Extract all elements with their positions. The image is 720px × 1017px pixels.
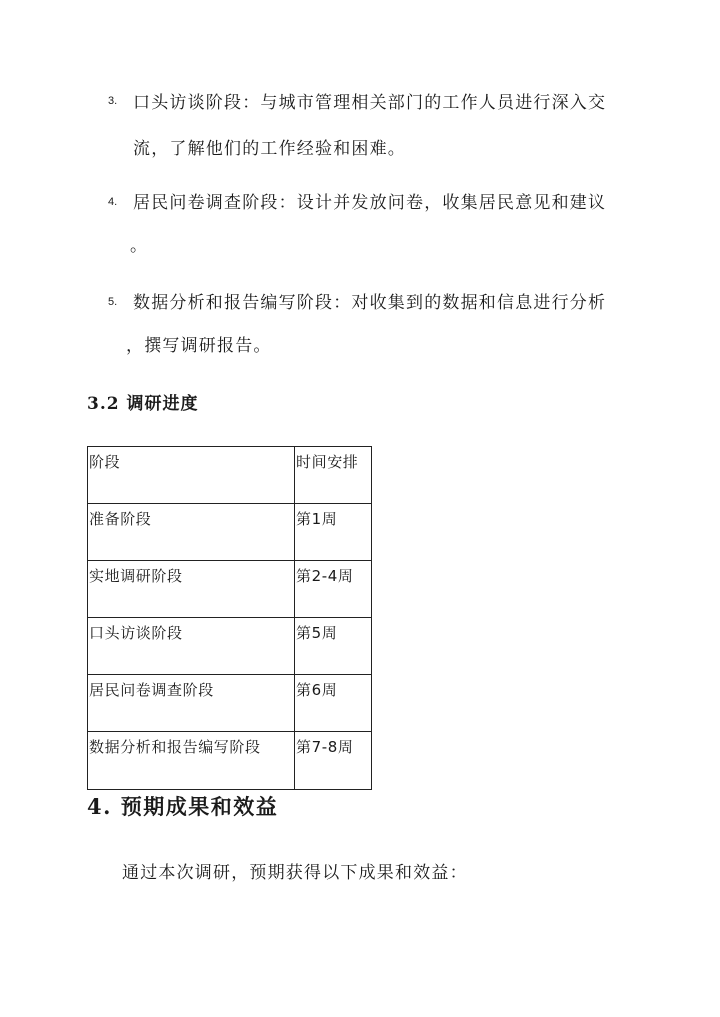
table-cell-stage: 数据分析和报告编写阶段	[88, 732, 295, 790]
list-item-3-line1: 口头访谈阶段：与城市管理相关部门的工作人员进行深入交	[133, 93, 607, 113]
table-cell-stage: 准备阶段	[88, 504, 295, 561]
table-cell-stage: 实地调研阶段	[88, 561, 295, 618]
list-number-3: 3.	[108, 95, 118, 107]
schedule-table	[87, 446, 372, 790]
table-cell-time: 第1周	[295, 504, 372, 561]
table-cell-stage: 居民问卷调查阶段	[88, 675, 295, 732]
section-3-2-heading: 3.2 调研进度	[87, 394, 199, 414]
table-row	[88, 675, 372, 732]
table-row	[88, 618, 372, 675]
list-item-5-line1: 数据分析和报告编写阶段：对收集到的数据和信息进行分析	[133, 293, 607, 313]
list-number-4: 4.	[108, 196, 118, 208]
section-4-heading: 4. 预期成果和效益	[87, 794, 279, 819]
table-header-row	[88, 447, 372, 504]
list-item-4-line1: 居民问卷调查阶段：设计并发放问卷，收集居民意见和建议	[133, 193, 607, 213]
table-cell-time: 第6周	[295, 675, 372, 732]
table-cell-stage: 口头访谈阶段	[88, 618, 295, 675]
list-item-5-line2: ，撰写调研报告。	[126, 336, 272, 356]
table-row	[88, 561, 372, 618]
list-item-3-line2: 流，了解他们的工作经验和困难。	[133, 139, 406, 159]
list-number-5: 5.	[108, 296, 118, 308]
section-4-intro: 通过本次调研，预期获得以下成果和效益：	[122, 863, 468, 883]
table-cell-time: 第5周	[295, 618, 372, 675]
table-cell-time: 第2-4周	[295, 561, 372, 618]
list-item-4-line2: 。	[130, 236, 149, 256]
table-row	[88, 504, 372, 561]
table-header-time: 时间安排	[295, 447, 372, 504]
table-header-stage: 阶段	[88, 447, 295, 504]
table-cell-time: 第7-8周	[295, 732, 372, 790]
table-row	[88, 732, 372, 790]
